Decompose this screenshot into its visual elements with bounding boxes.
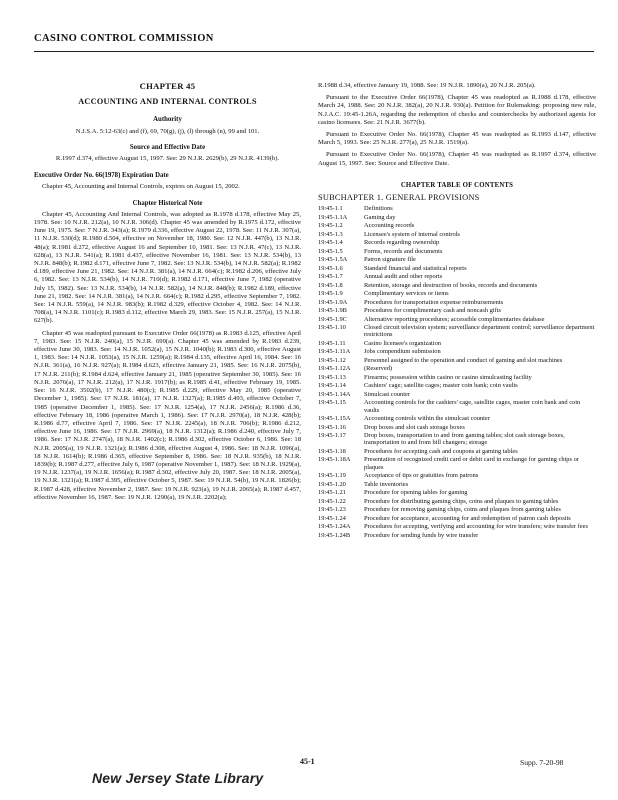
toc-entry [318,523,596,530]
toc-entry [318,391,596,398]
authority-text: N.J.S.A. 5:12-63(c) and (f), 69, 70(g), (j), (l) through (n), 99 and 101. [75,127,260,135]
toc-entry [318,265,596,272]
expiration-text: Chapter 45, Accounting and Internal Controls, expires on August 15, 2002. [42,183,240,191]
toc-section-title: (Reserved) [364,365,393,373]
toc-section-title: Procedure for acceptance, accounting for and redemption of patron cash deposits [364,514,571,522]
toc-entry [318,231,596,238]
toc-entry [318,506,596,513]
toc-section-title: Procedure for sending funds by wire transfer [364,531,479,539]
toc-section-number: 19:45-1.5A [318,256,348,264]
toc-entry [318,324,596,338]
toc-section-title: Gaming day [364,213,396,221]
toc-section-title: Drop boxes, transportation to and from gaming tables; slot cash storage boxes, transportation to and from bill changers; storage [364,432,565,447]
toc-section-number: 19:45-1.15A [318,415,351,423]
toc-section-title: Forms, records and documents [364,247,443,255]
toc-section-number: 19:45-1.14A [318,390,351,398]
toc-section-title: Firearms; possession within casino or casino simulcasting facility [364,373,532,381]
toc-entry [318,222,596,229]
source-heading: Source and Effective Date [129,143,206,151]
toc-section-number: 19:45-1.1 [318,205,343,213]
toc-section-number: 19:45-1.17 [318,432,346,440]
toc-entry [318,481,596,488]
toc-section-number: 19:45-1.20 [318,480,346,488]
supplement-date: Supp. 7-20-98 [520,758,564,767]
toc-section-title: Definitions [364,205,393,213]
toc-section-title: Accounting records [364,222,415,230]
toc-entry [318,448,596,455]
table-of-contents [318,205,596,539]
toc-section-number: 19:45-1.18 [318,447,346,455]
page-number: 45-1 [300,757,315,766]
toc-section-number: 19:45-1.1A [318,213,348,221]
toc-entry [318,365,596,372]
authority-heading: Authority [153,116,182,124]
toc-entry [318,382,596,389]
toc-section-number: 19:45-1.2 [318,222,343,230]
toc-section-title: Procedures for complimentary cash and noncash gifts [364,307,502,315]
toc-entry [318,299,596,306]
toc-section-number: 19:45-1.21 [318,489,346,497]
toc-entry [318,415,596,422]
toc-section-title: Retention, storage and destruction of books, records and documents [364,281,538,289]
toc-entry [318,290,596,297]
toc-section-title: Procedures for accepting, verifying and accounting for wire transfers; wire transfer fees [364,523,588,531]
toc-section-number: 19:45-1.9C [318,315,347,323]
toc-entry [318,273,596,280]
toc-section-number: 19:45-1.15 [318,399,346,407]
history-paragraph-2: Chapter 45 was readopted pursuant to Executive Order 66(1978) as R.1983 d.125, effective April 7, 1983. See: 15 N.J.R. 240(a), 15 N.J.R. 699(a). Chapter 45 was amended by R.1983 d.239, effective June 30, 1983. See: 14 N.J.R. 1052(a), 15 N.J.R. 1040(b); R.1983 d.300, effective August 1, 1983. See: 14 N.J.R. 1053(a), 15 N.J.R. 1259(a); R.1984 d.135, effective April 16, 1984. See: 16 N.J.R. 361(a), 16 N.J.R. 927(a); R.1984 d.623, effective January 21, 1985. See: 16 N.J.R. 2075(b), 17 N.J.R. 211(b); R.1984 d.624, effective January 21, 1985 (operative September 30, 1985). See: 16 N.J.R. 2076(a), 17 N.J.R. 212(a), 17 N.J.R. 1917(b); as R.1985 d.41, effective February 19, 1985. See: 16 N.J.R. 3502(b), 17 N.J.R. 480(c); R.1985 d.229, effective May 20, 1985 (operative December 1, 1985). See: 17 N.J.R. 181(a), 17 N.J.R. 1327(a); R.1985 d.493, effective October 7, 1985 (operative December 1, 1985). See: 17 N.J.R. 1254(a), 17 N.J.R. 2456(a); R.1986 d.36, effective February 18, 1986 (operative March 1, 1986). See: 17 N.J.R. 2970(a), 18 N.J.R. 428(b); R.1986 d.77, effective April 7, 1986. See: 17 N.J.R. 2245(a), 18 N.J.R. 706(b); R.1986 d.212, effective June 16, 1986. See: 17 N.J.R. 2969(a), 18 N.J.R. 1312(a); R.1986 d.240, effective July 7, 1986. See: 17 N.J.R. 2747(a), 18 N.J.R. 1402(c); R.1986 d.302, effective October 6, 1986. See: 18 N.J.R. 2005(a), 19 N.J.R. 1321(a); R.1986 d.308, effective August 4, 1986. See: 18 N.J.R. 1096(a), 18 N.J.R. 1614(b); R.1986 d.365, effective September 8, 1986. See: 18 N.J.R. 935(b), 18 N.J.R. 1839(b); R.1987 d.277, effective July 6, 1987 (operative November 1, 1987). See: 18 N.J.R. 1929(a), 19 N.J.R. 1237(a), 19 N.J.R. 1656(a); R.1987 d.302, effective July 20, 1987. See: 18 N.J.R. 2005(a), 19 N.J.R. 1321(a); R.1987 d.395, effective October 5, 1987. See: 19 N.J.R. 54(b), 19 N.J.R. 1826(b); R.1987 d.428, effective November 2, 1987. See: 19 N.J.R. 923(a), 19 N.J.R. 2065(a); R.1987 d.457, effective November 16, 1987. See: 19 N.J.R. 1290(a), 19 N.J.R. 2202(a); [34,329,301,501]
toc-entry [318,316,596,323]
running-head: CASINO CONTROL COMMISSION [34,33,214,44]
toc-section-number: 19:45-1.24B [318,531,351,539]
toc-section-number: 19:45-1.23 [318,506,346,514]
toc-section-number: 19:45-1.6 [318,264,343,272]
toc-section-title: Drop boxes and slot cash storage boxes [364,423,465,431]
toc-entry [318,456,596,470]
toc-section-title: Procedure for opening tables for gaming [364,489,468,497]
toc-section-title: Personnel assigned to the operation and conduct of gaming and slot machines [364,356,563,364]
toc-section-title: Table inventories [364,480,409,488]
library-stamp: New Jersey State Library [92,770,264,786]
toc-entry [318,340,596,347]
toc-section-title: Annual audit and other reports [364,273,443,281]
toc-entry [318,214,596,221]
toc-section-title: Records regarding ownership [364,239,440,247]
toc-section-number: 19:45-1.13 [318,373,346,381]
toc-entry [318,357,596,364]
toc-section-number: 19:45-1.18A [318,456,351,464]
history-heading: Chapter Historical Note [132,199,203,207]
toc-section-title: Accounting controls within the simulcast counter [364,415,490,423]
toc-section-title: Simulcast counter [364,390,410,398]
readoption-note-1993: Pursuant to Executive Order No. 66(1978), Chapter 45 was readopted as R.1993 d.147, effective March 5, 1993. See: 25 N.J.R. 277(a), 25 N.J.R. 1519(a). [318,131,596,147]
toc-section-title: Procedure for distributing gaming chips, coins and plaques to gaming tables [364,497,559,505]
toc-section-number: 19:45-1.7 [318,273,343,281]
toc-section-title: Standard financial and statistical reports [364,264,467,272]
toc-section-number: 19:45-1.10 [318,324,346,332]
toc-entry [318,239,596,246]
toc-section-title: Acceptance of tips or gratuities from patrons [364,472,479,480]
toc-entry [318,424,596,431]
history-continuation: R.1988 d.34, effective January 19, 1988. See: 19 N.J.R. 1890(a), 20 N.J.R. 205(a). [318,82,536,89]
toc-entry [318,432,596,446]
right-column [318,82,596,540]
readoption-note-1997: Pursuant to Executive Order No. 66(1978), Chapter 45 was readopted as R.1997 d.374, effective August 15, 1997. See: Source and Effective Date. [318,151,596,167]
toc-section-title: Complimentary services or items [364,290,449,298]
readoption-note-1988: Pursuant to the Executive Order 66(1978), Chapter 45 was readopted as R.1988 d.178, effective March 24, 1988. See: 20 N.J.R. 382(a), 20 N.J.R. 930(a). Petition for Rulemaking: proposing new rule, N.J.A.C. 19:45-1.26A, regarding the redemption of checks and counterchecks by authorized agents for casino licensees. See: 21 N.J.R. 3677(b). [318,94,596,126]
toc-heading: CHAPTER TABLE OF CONTENTS [400,181,514,189]
toc-section-title: Casino licensee's organization [364,339,441,347]
toc-section-title: Cashiers' cage; satellite cages; master coin bank; coin vaults [364,382,518,390]
toc-entry [318,399,596,413]
toc-entry [318,307,596,314]
toc-entry [318,205,596,212]
toc-section-title: Closed circuit television system; surveillance department control; surveillance department restrictions [364,324,595,339]
source-text: R.1997 d.374, effective August 15, 1997. See: 29 N.J.R. 2629(b), 29 N.J.R. 4139(b). [55,155,280,163]
toc-section-number: 19:45-1.22 [318,497,346,505]
toc-entry [318,348,596,355]
header-rule [34,51,594,52]
toc-section-number: 19:45-1.14 [318,382,346,390]
toc-section-title: Procedure for removing gaming chips, coins and plaques from gaming tables [364,506,561,514]
toc-section-number: 19:45-1.9B [318,307,347,315]
toc-section-number: 19:45-1.11A [318,348,351,356]
toc-entry [318,282,596,289]
left-column [34,82,301,506]
toc-section-title: Jobs compendium submission [364,348,441,356]
toc-section-number: 19:45-1.12 [318,356,346,364]
toc-section-number: 19:45-1.24 [318,514,346,522]
toc-section-number: 19:45-1.11 [318,339,346,347]
toc-section-number: 19:45-1.8 [318,281,343,289]
toc-section-number: 19:45-1.12A [318,365,351,373]
toc-section-number: 19:45-1.19 [318,472,346,480]
toc-section-number: 19:45-1.9 [318,290,343,298]
toc-section-number: 19:45-1.3 [318,230,343,238]
toc-section-number: 19:45-1.16 [318,423,346,431]
toc-section-number: 19:45-1.9A [318,298,348,306]
toc-section-title: Licensee's system of internal controls [364,230,460,238]
toc-section-title: Accounting controls for the cashiers' cage, satellite cages, master coin bank and coin vaults [364,399,581,414]
toc-entry [318,256,596,263]
toc-section-title: Patron signature file [364,256,416,264]
toc-entry [318,248,596,255]
chapter-number: CHAPTER 45 [139,81,196,91]
toc-section-title: Presentation of recognized credit card or debit card in exchange for gaming chips or plaques [364,456,579,471]
toc-entry [318,489,596,496]
toc-entry [318,498,596,505]
subchapter-heading: SUBCHAPTER 1. GENERAL PROVISIONS [318,193,480,203]
chapter-title: ACCOUNTING AND INTERNAL CONTROLS [78,97,257,107]
toc-section-number: 19:45-1.24A [318,523,351,531]
history-paragraph-1: Chapter 45, Accounting And Internal Controls, was adopted as R.1978 d.178, effective May 25, 1978. See: 10 N.J.R. 212(a), 10 N.J.R. 306(d). Chapter 45 was amended by R.1975 d.172, effective June 19, 1975. See: 7 N.J.R. 343(a); R.1979 d.336, effective August 22, 1978. See: 11 N.J.R. 307(a), 11 N.J.R. 530(d); R.1980 d.504, effective on November 18, 1980. See: 12 N.J.R. 447(b), 13 N.J.R. 48(a); R.1981 d.272, effective August 16 and September 10, 1981. See: 13 N.J.R. 47(c), 13 N.J.R. 628(a), 13 N.J.R. 541(a); R.1981 d.437, effective November 16, 1981. See: 13 N.J.R. 534(b), 13 N.J.R. 848(b); R.1982 d.171, effective June 7, 1982. See: 13 N.J.R. 534(b), 14 N.J.R. 582(a); R.1982 d.189, effective June 21, 1982. See: 14 N.J.R. 381(a), 14 N.J.R. 664(c); R.1982 d.206, effective July 6, 1982. See: 13 N.J.R. 534(b), 14 N.J.R. 710(d); R.1982 d.171, effective June 7, 1982 (operative July 15, 1982). See: 13 N.J.R. 534(b), 14 N.J.R. 582(a), 14 N.J.R. 848(b); R.1982 d.189, effective June 21, 1982. See: 14 N.J.R. 381(a), 14 N.J.R. 664(c); R.1982 d.295, effective September 7, 1982. See: 14 N.J.R. 559(a), 14 N.J.R. 983(b); R.1982 d.329, effective October 4, 1982. See: 14 N.J.R. 708(a), 14 N.J.R. 1101(c); R.1983 d.112, effective March 29, 1983. See: 15 N.J.R. 257(a), 15 N.J.R. 627(b). [34,210,301,325]
toc-entry [318,532,596,539]
toc-section-title: Procedures for transportation expense reimbursements [364,298,504,306]
toc-entry [318,515,596,522]
toc-section-title: Procedures for accepting cash and coupons at gaming tables [364,447,518,455]
toc-entry [318,374,596,381]
expiration-heading: Executive Order No. 66(1978) Expiration Date [34,172,169,180]
toc-entry [318,472,596,479]
toc-section-number: 19:45-1.4 [318,239,343,247]
toc-section-title: Alternative reporting procedures; accessible complimentaries database [364,315,545,323]
toc-section-number: 19:45-1.5 [318,247,343,255]
